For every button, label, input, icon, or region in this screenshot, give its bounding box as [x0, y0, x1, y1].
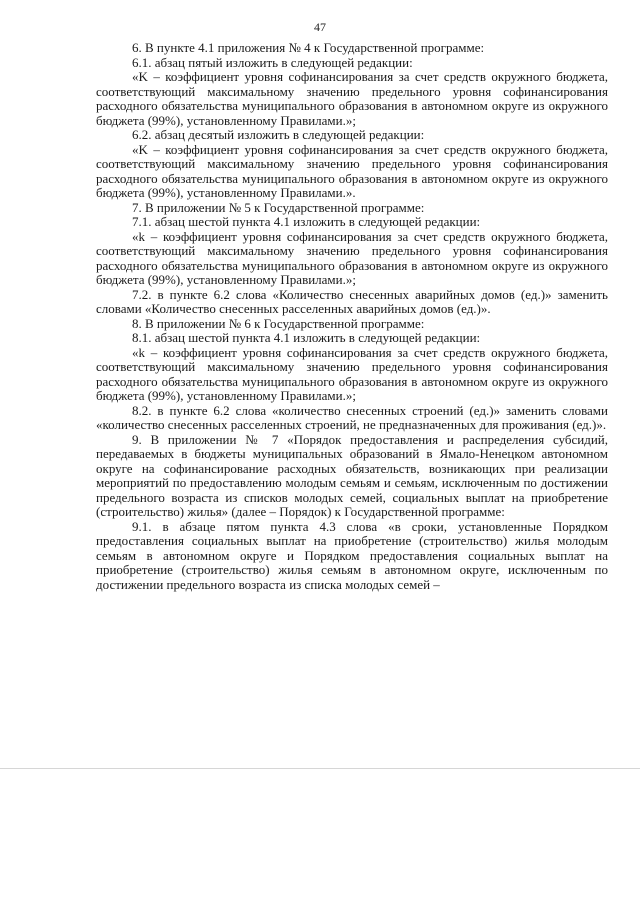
page-number: 47: [314, 20, 326, 34]
paragraph-7-1-quote: «k – коэффициент уровня софинансирования за счет средств окружного бюджета, соответствующий максимальному значению предельного уровня софинансирования расходного обязательства муниципального образования в автономном округе из окружного бюджета (99%), установленному Правилами.»;: [96, 228, 608, 287]
paragraph-8: 8. В приложении № 6 к Государственной программе:: [132, 315, 425, 331]
paragraph-6-1-quote: «K – коэффициент уровня софинансирования за счет средств окружного бюджета, соответствующий максимальному значению предельного уровня софинансирования расходного обязательства муниципального образования в автономном округе из окружного бюджета (99%), установленному Правилами.»;: [96, 69, 608, 128]
paragraph-8-1: 8.1. абзац шестой пункта 4.1 изложить в следующей редакции:: [132, 330, 481, 345]
paragraph-9-1: 9.1. в абзаце пятом пункта 4.3 слова «в сроки, установленные Порядком предоставления социальных выплат на приобретение (строительство) жилья молодым семьям в автономном округе и Порядком предоставления социальных выплат на приобретение (строительство) жилья семьям в автономном округе, исключенным по достижении предельного возраста из списка молодых семей –: [96, 518, 608, 592]
paragraph-7-1: 7.1. абзац шестой пункта 4.1 изложить в следующей редакции:: [132, 214, 481, 229]
paragraph-7: 7. В приложении № 5 к Государственной программе:: [132, 199, 425, 215]
paragraph-9: 9. В приложении № 7 «Порядок предоставления и распределения субсидий, передаваемых в бюджеты муниципальных образований в Ямало-Ненецком автономном округе на софинансирование расходных обязательств, возникающих при реализации мероприятий по предоставлению молодым семьям и семьям, исключенным по достижении предельного возраста из списков молодых семей, социальных выплат на приобретение (строительство) жилья» (далее – Порядок) к Государственной программе:: [96, 431, 608, 519]
paragraph-7-2: 7.2. в пункте 6.2 слова «Количество снесенных аварийных домов (ед.)» заменить словами «Количество снесенных расселенных аварийных домов (ед.)».: [96, 286, 608, 316]
paragraph-6: 6. В пункте 4.1 приложения № 4 к Государственной программе:: [132, 40, 485, 55]
blank-area: [0, 769, 640, 905]
paragraph-6-1: 6.1. абзац пятый изложить в следующей редакции:: [132, 54, 413, 70]
paragraph-8-2: 8.2. в пункте 6.2 слова «количество снесенных строений (ед.)» заменить словами «количество снесенных расселенных строений, не предназначенных для проживания (ед.)».: [96, 402, 608, 432]
paragraph-8-1-quote: «k – коэффициент уровня софинансирования за счет средств окружного бюджета, соответствующий максимальному значению предельного уровня софинансирования расходного обязательства муниципального образования в автономном округе из окружного бюджета (99%), установленному Правилами.»;: [96, 344, 608, 403]
document-body: [96, 41, 608, 592]
paragraph-6-2-quote: «K – коэффициент уровня софинансирования за счет средств окружного бюджета, соответствующий максимальному значению предельного уровня софинансирования расходного обязательства муниципального образования в автономном округе из окружного бюджета (99%), установленному Правилами.».: [96, 141, 608, 200]
paragraph-6-2: 6.2. абзац десятый изложить в следующей редакции:: [132, 127, 425, 142]
